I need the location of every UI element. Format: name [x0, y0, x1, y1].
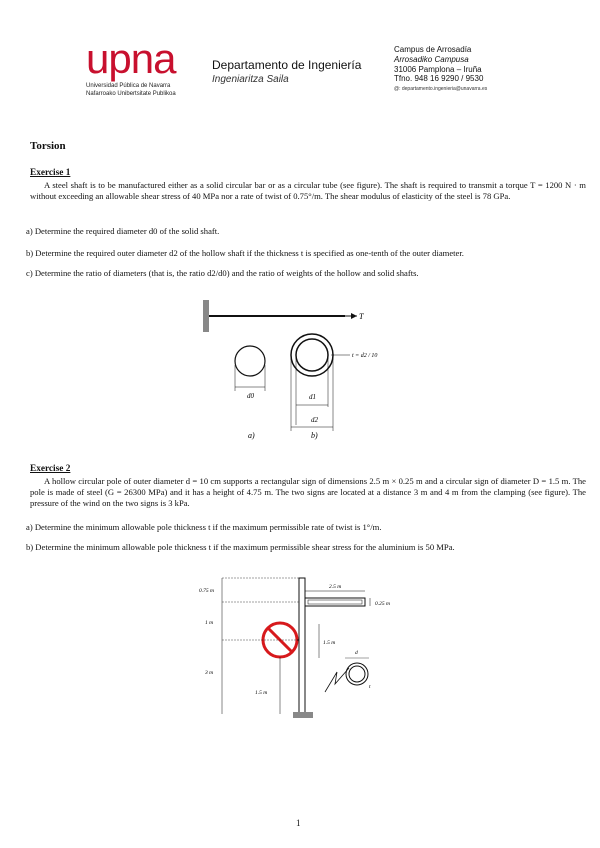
- university-name: Universidad Pública de Navarra Nafarroako Unibertsitate Publikoa: [86, 83, 176, 97]
- page-title: Torsion: [30, 140, 66, 152]
- page-number: 1: [296, 818, 301, 828]
- wall-support: [203, 300, 209, 332]
- exercise2-statement: A hollow circular pole of outer diameter d = 10 cm supports a rectangular sign of dimensions 2.5 m × 0.25 m and a circular sign of diameter D = 1.5 m. The pole is made of steel (G = 26300 MPa) and it has a height of 4.75 m. The two signs are located at a distance 3 m and 4 m from the clamping (see figure). The pressure of the wind on the two signs is 3 kPa.: [30, 476, 586, 508]
- thickness-label: t = d2 / 10: [352, 353, 378, 359]
- dim-3-label: 3 m: [205, 670, 214, 676]
- d1-label: d1: [309, 393, 316, 401]
- exercise1-item-a: a) Determine the required diameter d0 of the solid shaft.: [26, 226, 220, 236]
- exercise2-item-b: b) Determine the minimum allowable pole thickness t if the maximum permissible shear stress for the aluminium is 50 MPa.: [26, 542, 455, 552]
- tube-outer-circle: [291, 334, 333, 376]
- figure-label-a: a): [248, 431, 255, 440]
- d0-label: d0: [247, 392, 254, 400]
- exercise2-title: Exercise 2: [30, 464, 71, 474]
- exercise1-statement: A steel shaft is to be manufactured either as a solid circular bar or as a circular tube (see figure). The shaft is required to transmit a torque T = 1200 N · m without exceeding an allowable shear stress of 40 MPa nor a rate of twist of 0.75°/m. The shear modulus of elasticity of the steel is 78 GPa.: [30, 180, 586, 201]
- dim-075-label: 0.75 m: [199, 588, 214, 594]
- upna-logo: upna: [86, 35, 176, 82]
- campus-address: Campus de Arrosadía Arrosadiko Campusa 31006 Pamplona – Iruña Tfno. 948 16 9290 / 9530: [394, 45, 484, 84]
- sign-width-label: 2.5 m: [329, 584, 342, 590]
- pole-section-inner: [349, 666, 365, 682]
- torque-arrow-head: [351, 313, 357, 319]
- exercise2-figure: [195, 572, 415, 722]
- tube-inner-circle: [296, 339, 328, 371]
- pole-diameter-label: d: [355, 650, 358, 656]
- rectangular-sign: [305, 598, 365, 606]
- exercise2-item-a: a) Determine the minimum allowable pole thickness t if the maximum permissible rate of twist is 1°/m.: [26, 522, 382, 532]
- sign-height-label: 0.25 m: [375, 601, 390, 607]
- dim-1-label: 1 m: [205, 620, 214, 626]
- department-name: Departamento de Ingeniería: [212, 58, 362, 72]
- exercise1-item-b: b) Determine the required outer diameter d2 of the hollow shaft if the thickness t is specified as one-tenth of the outer diameter.: [26, 248, 464, 258]
- pole-thickness-label: t: [369, 684, 371, 690]
- break-line: [325, 668, 349, 692]
- clamping-base: [293, 712, 313, 718]
- pole: [299, 578, 305, 714]
- exercise1-figure: [195, 295, 405, 445]
- exercise1-item-c: c) Determine the ratio of diameters (that is, the ratio d2/d0) and the ratio of weights of the hollow and solid shafts.: [26, 268, 419, 278]
- dim-15-left-label: 1.5 m: [255, 690, 268, 696]
- email-address: @: departamento.ingenieria@unavarra.es: [394, 86, 488, 92]
- dim-15-right-label: 1.5 m: [323, 640, 336, 646]
- solid-shaft-section: [235, 346, 265, 376]
- exercise1-title: Exercise 1: [30, 168, 71, 178]
- department-name-basque: Ingeniaritza Saila: [212, 74, 289, 85]
- torque-label: T: [359, 312, 364, 321]
- d2-label: d2: [311, 416, 318, 424]
- figure-label-b: b): [311, 431, 318, 440]
